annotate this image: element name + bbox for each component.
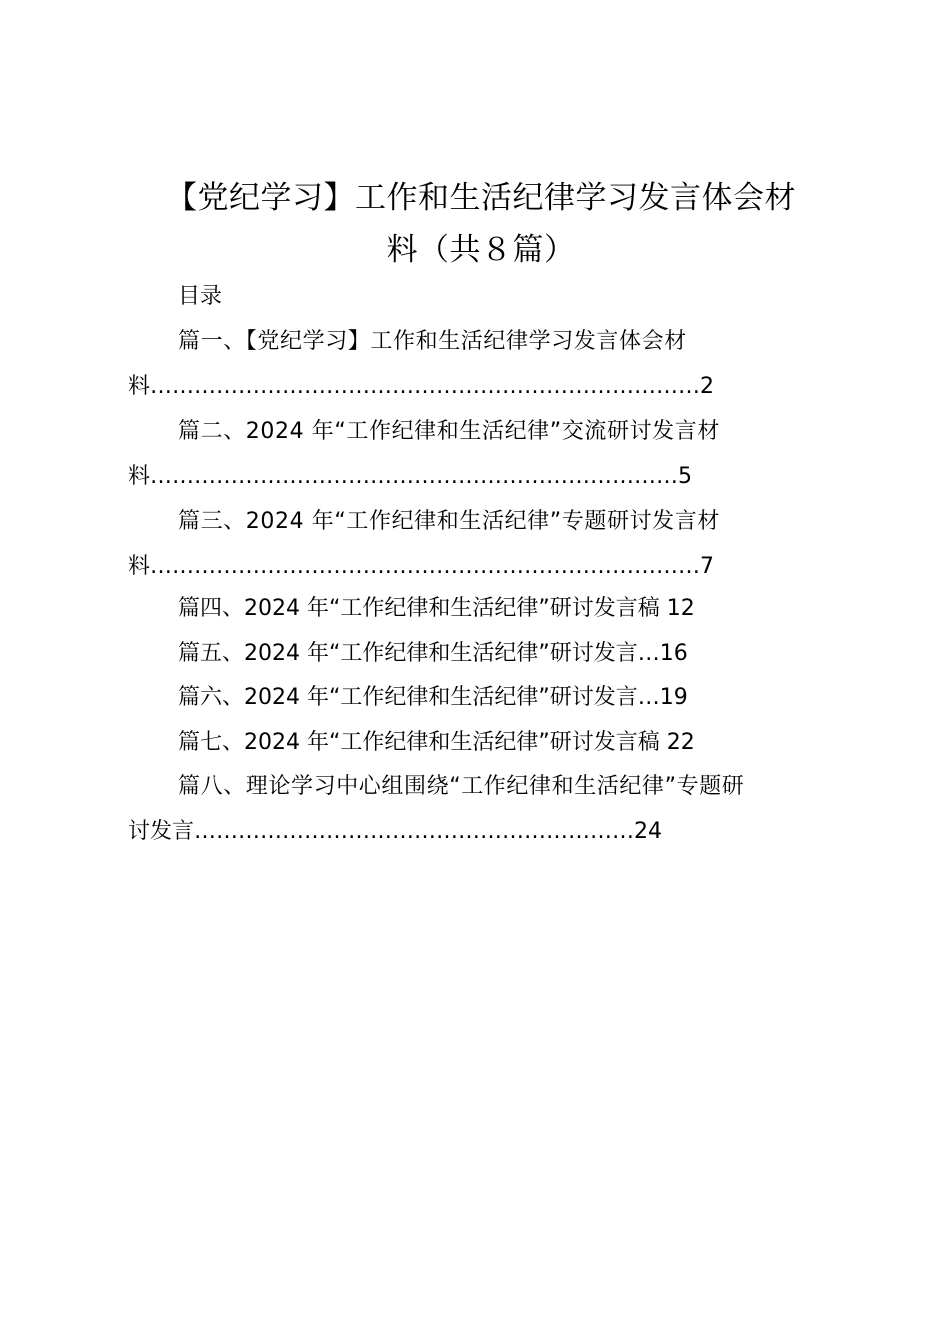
toc-entry-8-line2: 讨发言……………………………………………………24 (128, 819, 662, 844)
toc-entry-3[interactable] (128, 499, 834, 589)
toc-entry-7-line1: 篇七、2024 年“工作纪律和生活纪律”研讨发言稿 22 (178, 730, 695, 755)
toc-entry-4[interactable] (128, 586, 834, 631)
toc-entry-5[interactable] (128, 631, 834, 676)
toc-entry-5-line1: 篇五、2024 年“工作纪律和生活纪律”研讨发言…16 (178, 641, 688, 666)
document-title-line2: 料（共８篇） (386, 232, 576, 268)
toc-entry-8[interactable] (128, 764, 834, 854)
toc-entry-1-line1: 篇一、【党纪学习】工作和生活纪律学习发言体会材 (178, 329, 687, 354)
toc-entry-2[interactable] (128, 409, 834, 499)
toc-entry-2-line2: 料………………………………………………………………5 (128, 464, 692, 489)
document-title (128, 172, 834, 276)
toc-entry-4-line1: 篇四、2024 年“工作纪律和生活纪律”研讨发言稿 12 (178, 596, 695, 621)
toc-entry-6[interactable] (128, 675, 834, 720)
toc-entry-8-line1: 篇八、理论学习中心组围绕“工作纪律和生活纪律”专题研 (178, 774, 745, 799)
toc-entry-3-line1: 篇三、2024 年“工作纪律和生活纪律”专题研讨发言材 (178, 509, 720, 534)
toc-entry-2-line1: 篇二、2024 年“工作纪律和生活纪律”交流研讨发言材 (178, 419, 720, 444)
toc-entry-6-line1: 篇六、2024 年“工作纪律和生活纪律”研讨发言…19 (178, 685, 688, 710)
toc-entry-1-line2: 料…………………………………………………………………2 (128, 374, 714, 399)
document-title-line1: 【党纪学习】工作和生活纪律学习发言体会材 (166, 180, 796, 216)
toc-entry-3-line2: 料…………………………………………………………………7 (128, 554, 714, 579)
toc-heading: 目录 (178, 284, 223, 309)
toc-entry-1[interactable] (128, 319, 834, 409)
toc-entry-7[interactable] (128, 720, 834, 765)
